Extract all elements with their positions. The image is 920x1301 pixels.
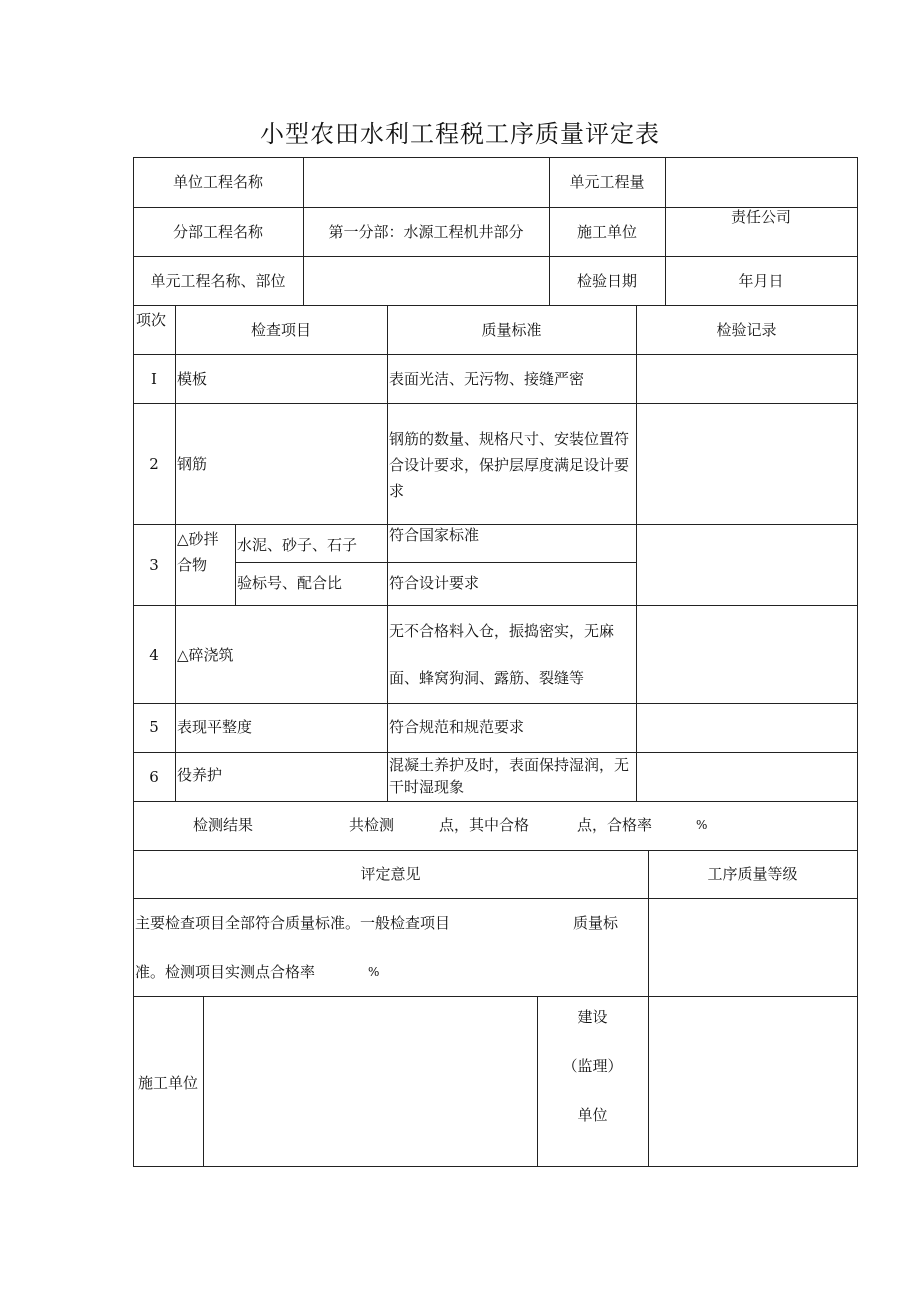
opinion-line-1a: 主要检查项目全部符合质量标准。一般检查项目 [135, 914, 451, 932]
opinion-line-2: 准。检测项目实测点合格率 [135, 963, 316, 981]
row-5-standard: 符合规范和规范要求 [389, 718, 525, 736]
row-5-item: 表现平整度 [177, 718, 253, 736]
row-6-item: 役养护 [177, 766, 223, 784]
signature-contractor-label: 施工单位 [137, 1074, 198, 1092]
row-1-number: I [151, 370, 157, 388]
row-6-standard: 混凝土养护及时，表面保持湿润，无干时湿现象 [389, 756, 630, 796]
signature-owner-line-3: 单位 [577, 1106, 608, 1124]
row-1-item: 模板 [177, 370, 208, 388]
row-3-sub-2-item: 验标号、配合比 [237, 574, 343, 592]
column-header-check-item: 检查项目 [250, 321, 311, 339]
opinion-label: 评定意见 [360, 865, 421, 883]
division-name-label: 分部工程名称 [172, 223, 263, 241]
unit-quantity-label: 单元工程量 [569, 173, 645, 191]
result-percent: % [696, 818, 708, 832]
signature-owner-line-1: 建设 [577, 1008, 608, 1026]
row-3-item: △砂拌合物 [177, 530, 219, 574]
result-label: 检测结果 [193, 816, 254, 834]
row-4-item: △碎浇筑 [177, 646, 234, 664]
row-5-number: 5 [149, 718, 159, 736]
row-3-sub-1-item: 水泥、砂子、石子 [237, 536, 358, 554]
row-2-standard: 钢筋的数量、规格尺寸、安装位置符合设计要求，保护层厚度满足设计要求 [389, 430, 630, 500]
unit-project-name-label: 单位工程名称 [172, 173, 263, 191]
row-3-number: 3 [149, 556, 159, 574]
page-title: 小型农田水利工程税工序质量评定表 [260, 120, 660, 148]
inspection-date-value[interactable]: 年月日 [738, 272, 784, 290]
result-total-prefix: 共检测 [349, 816, 395, 834]
row-4-standard-line-2: 面、蜂窝狗洞、露筋、裂缝等 [389, 669, 585, 687]
column-header-item-no: 项次 [136, 311, 167, 329]
column-header-inspection-record: 检验记录 [716, 321, 777, 339]
row-4-number: 4 [149, 646, 159, 664]
grade-label: 工序质量等级 [707, 865, 798, 883]
inspection-date-label: 检验日期 [576, 272, 637, 290]
result-pass-text: 点，其中合格 [439, 816, 530, 834]
row-1-standard: 表面光洁、无污物、接缝严密 [389, 370, 585, 388]
row-2-item: 钢筋 [177, 455, 208, 473]
opinion-percent: % [368, 965, 380, 979]
result-rate-text: 点，合格率 [577, 816, 653, 834]
row-6-number: 6 [149, 768, 159, 786]
column-header-quality-standard: 质量标准 [481, 321, 542, 339]
element-name-label: 单元工程名称、部位 [150, 272, 286, 290]
contractor-value[interactable]: 责任公司 [730, 208, 791, 226]
row-3-sub-2-standard: 符合设计要求 [389, 574, 480, 592]
row-4-standard-line-1: 无不合格料入仓，振捣密实，无麻 [389, 622, 615, 640]
signature-owner-line-2: （监理） [562, 1057, 623, 1075]
row-3-sub-1-standard: 符合国家标准 [389, 526, 480, 544]
row-2-number: 2 [149, 455, 159, 473]
contractor-label: 施工单位 [576, 223, 637, 241]
opinion-line-1b: 质量标 [573, 914, 619, 932]
division-name-value[interactable]: 第一分部：水源工程机井部分 [328, 223, 524, 241]
